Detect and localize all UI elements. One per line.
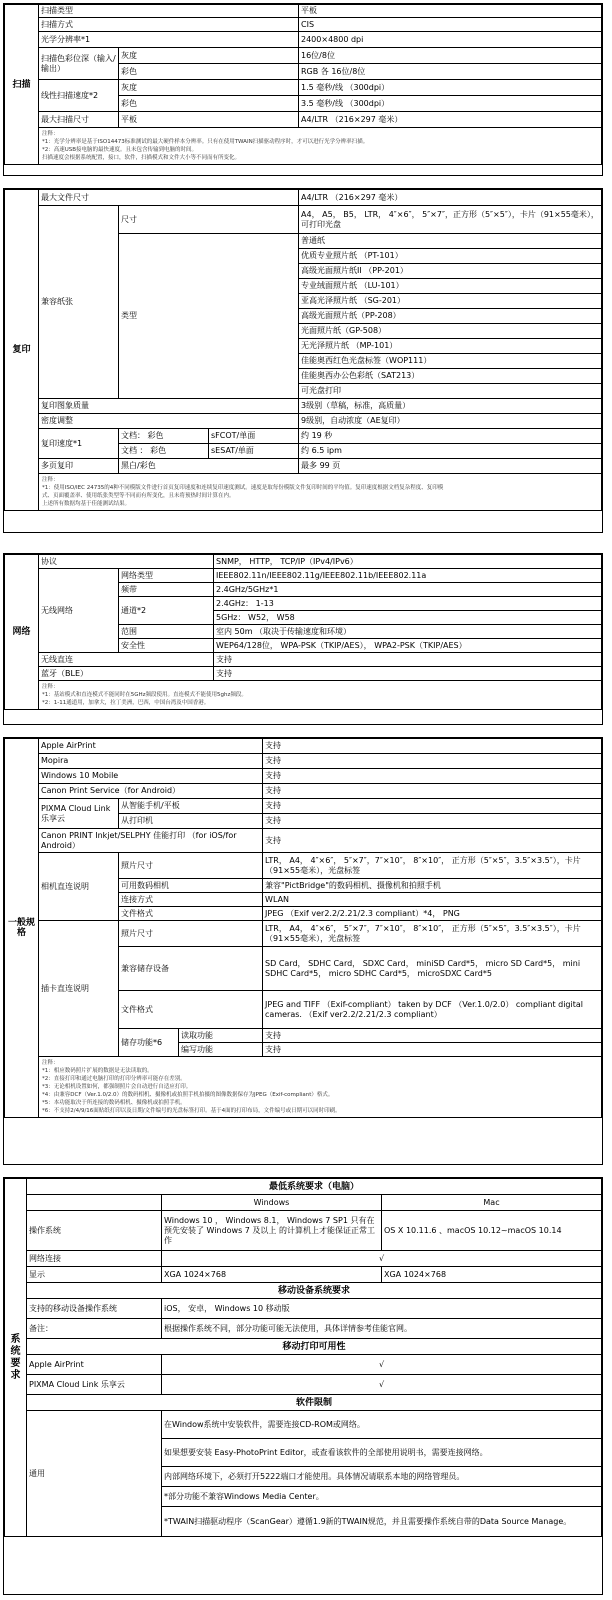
security-label: 安全性 xyxy=(119,639,214,653)
network-type-label: 网络类型 xyxy=(119,569,214,583)
note-line: 上述所有数据均基于佳能测试结果。 xyxy=(42,501,131,507)
scan-method-label: 扫描方式 xyxy=(39,18,299,32)
camera-connection-value: WLAN xyxy=(263,893,602,907)
line-speed-color-value: 3.5 毫秒/线 （300dpi） xyxy=(299,96,602,112)
camera-format-label: 文件格式 xyxy=(119,907,263,921)
copy-speed-value: 约 19 秒 xyxy=(299,429,602,444)
network-category: 网络 xyxy=(5,555,39,710)
note-line: *1：基站模式和直连模式不能同时在5GHz频段使用。直连模式不能使用5ghz频段。 xyxy=(42,692,247,698)
wireless-label: 无线网络 xyxy=(39,569,119,653)
display-label: 显示 xyxy=(27,1267,162,1283)
mobile-os-label: 支持的移动设备操作系统 xyxy=(27,1299,162,1319)
note-line: 式、页面覆盖率、使用纸张类型等不同而有所变化，且未将预热时间计算在内。 xyxy=(42,493,235,499)
network-type-value: IEEE802.11n/IEEE802.11g/IEEE802.11b/IEEE802.11a xyxy=(214,569,602,583)
paper-type-item: 佳能奥西办公色彩纸（SAT213） xyxy=(299,369,602,384)
scan-table xyxy=(4,4,602,165)
camera-connection-label: 连接方式 xyxy=(119,893,263,907)
os-mac-value: OS X 10.11.6 、macOS 10.12~macOS 10.14 xyxy=(382,1211,602,1251)
mac-header: Mac xyxy=(382,1195,602,1211)
note-line: *1：使用ISO/IEC 24735的4种不同模版文件进行首页复印速度和连续复印速度测试。速度是取每份模版文件复印时间的平均值。复印速度根据文档复杂程度、复印模 xyxy=(42,485,444,491)
note-line: *5：本功能取决于所连接的数码相机、摄像机或拍照手机。 xyxy=(42,1100,186,1106)
network-notes xyxy=(39,681,602,710)
card-format-value: JPEG and TIFF （Exif-compliant） taken by DCF （Ver.1.0/2.0） compliant digital cameras. （Exif ver2.2/2.21/2.3 compliant） xyxy=(263,991,602,1029)
win10-mobile-label: Windows 10 Mobile xyxy=(39,769,263,784)
paper-type-item: 光面照片纸（GP-508） xyxy=(299,324,602,339)
card-write-label: 编写功能 xyxy=(179,1043,263,1057)
canon-print-service-label: Canon Print Service（for Android） xyxy=(39,784,263,799)
paper-type-item: 专业绒面照片纸 （LU-101） xyxy=(299,279,602,294)
sysreq-category: 系统要求 xyxy=(5,1179,27,1537)
os-label: 操作系统 xyxy=(27,1211,162,1251)
mobile-pixma-check: √ xyxy=(162,1375,602,1395)
pixma-value: 支持 xyxy=(263,814,602,829)
card-read-label: 读取功能 xyxy=(179,1029,263,1043)
density-value: 9级别，自动浓度（AE复印） xyxy=(299,414,602,429)
airprint-label: Apple AirPrint xyxy=(39,739,263,754)
network-section xyxy=(3,553,603,725)
network-connection-check: √ xyxy=(162,1251,602,1267)
protocol-value: SNMP， HTTP， TCP/IP（IPv4/IPv6） xyxy=(214,555,602,569)
software-line: 内部网络环境下，必须打开5222端口才能使用。具体情况请联系本地的网络管理员。 xyxy=(162,1467,602,1487)
remark-label: 备注： xyxy=(27,1319,162,1339)
copy-speed-value: 约 6.5 ipm xyxy=(299,444,602,459)
security-value: WEP64/128位， WPA-PSK（TKIP/AES）， WPA2-PSK（TKIP/AES） xyxy=(214,639,602,653)
protocol-label: 协议 xyxy=(39,555,214,569)
paper-type-item: 可光盘打印 xyxy=(299,384,602,399)
windows-header: Windows xyxy=(162,1195,382,1211)
remark-value: 根据操作系统不同，部分功能可能无法使用，具体详情参考佳能官网。 xyxy=(162,1319,602,1339)
color-depth-color-label: 彩色 xyxy=(119,64,299,80)
mobile-airprint-label: Apple AirPrint xyxy=(27,1355,162,1375)
card-read-value: 支持 xyxy=(263,1029,602,1043)
mobile-requirements-title: 移动设备系统要求 xyxy=(27,1283,602,1299)
card-storage-label: 兼容储存设备 xyxy=(119,947,263,991)
card-store-label: 储存功能*6 xyxy=(119,1029,179,1057)
paper-type-item: 亚高光泽照片纸 （SG-201） xyxy=(299,294,602,309)
mopira-label: Mopira xyxy=(39,754,263,769)
card-format-label: 文件格式 xyxy=(119,991,263,1029)
paper-label: 兼容纸张 xyxy=(39,206,119,399)
paper-size-label: 尺寸 xyxy=(119,206,299,234)
line-speed-gray-value: 1.5 毫秒/线 （300dpi） xyxy=(299,80,602,96)
software-line: 如果想要安装 Easy-PhotoPrint Editor，或查看该软件的全部使用说明书，需要连接网络。 xyxy=(162,1439,602,1467)
note-line: 注释： xyxy=(42,131,59,137)
channel-24-value: 2.4GHz： 1-13 xyxy=(214,597,602,611)
camera-direct-label: 相机直连说明 xyxy=(39,853,119,921)
multi-copy-sub: 黑白/彩色 xyxy=(119,459,299,474)
optical-resolution-value: 2400×4800 dpi xyxy=(299,32,602,48)
max-doc-size-value: A4/LTR （216×297 毫米） xyxy=(299,190,602,206)
note-line: 注释： xyxy=(42,477,59,483)
note-line: 注释： xyxy=(42,684,59,690)
color-depth-gray-label: 灰度 xyxy=(119,48,299,64)
card-photo-size-label: 照片尺寸 xyxy=(119,921,263,947)
scan-type-label: 扫描类型 xyxy=(39,5,299,18)
paper-type-label: 类型 xyxy=(119,234,299,399)
paper-type-item: 佳能奥西红色光盘标签（WOP111） xyxy=(299,354,602,369)
range-value: 室内 50m （取决于传输速度和环境） xyxy=(214,625,602,639)
win10-mobile-value: 支持 xyxy=(263,769,602,784)
network-connection-label: 网络连接 xyxy=(27,1251,162,1267)
channel-label: 通道*2 xyxy=(119,597,214,625)
paper-type-item: 优质专业照片纸 （PT-101） xyxy=(299,249,602,264)
software-line: *部分功能不兼容Windows Media Center。 xyxy=(162,1487,602,1507)
general-notes xyxy=(39,1057,602,1118)
mobile-os-value: iOS， 安卓， Windows 10 移动版 xyxy=(162,1299,602,1319)
copy-speed-doc: 文档 ： 彩色 xyxy=(119,444,209,459)
general-table xyxy=(4,738,602,1118)
card-direct-label: 插卡直连说明 xyxy=(39,921,119,1057)
copy-quality-label: 复印图象质量 xyxy=(39,399,299,414)
optical-resolution-label: 光学分辨率*1 xyxy=(39,32,299,48)
pixma-value: 支持 xyxy=(263,799,602,814)
software-line: *TWAIN扫描驱动程序（ScanGear）遵循1.9新的TWAIN规范，并且需要操作系统自带的Data Source Manage。 xyxy=(162,1507,602,1537)
copy-section xyxy=(3,188,603,533)
note-line: *2：1-11通道用，加拿大，拉丁美洲，巴西，中国台湾及中国香港。 xyxy=(42,700,210,706)
note-line: *1：光学分辨率是基于ISO14473标准测试的最大硬件样本分辨率。只有在使用TWAIN扫描驱动程序时，才可以进行光学分辨率扫描。 xyxy=(42,139,369,145)
wireless-direct-label: 无线直连 xyxy=(39,653,214,667)
general-label: 通用 xyxy=(27,1411,162,1537)
pixma-cloud-label: PIXMA Cloud Link 乐享云 xyxy=(39,799,119,829)
note-line: *2：高速USB接电脑的最快速度。且未包含传输到电脑的时间。 xyxy=(42,147,198,153)
note-line: *3：无论相机设置如何，都强制照片会自动进行自适应打印。 xyxy=(42,1084,192,1090)
canon-inkjet-label: Canon PRINT Inkjet/SELPHY 佳能打印 （for iOS/for Android） xyxy=(39,829,263,853)
camera-devices-label: 可用数码相机 xyxy=(119,879,263,893)
sysreq-table xyxy=(4,1178,602,1537)
network-table xyxy=(4,554,602,710)
copy-notes xyxy=(39,474,602,511)
display-windows-value: XGA 1024×768 xyxy=(162,1267,382,1283)
pixma-sub: 从智能手机/平板 xyxy=(119,799,263,814)
copy-category: 复印 xyxy=(5,190,39,511)
scan-type-value: 平板 xyxy=(299,5,602,18)
scan-section xyxy=(3,3,603,176)
density-label: 密度调整 xyxy=(39,414,299,429)
max-doc-size-label: 最大文件尺寸 xyxy=(39,190,299,206)
multi-copy-value: 最多 99 页 xyxy=(299,459,602,474)
airprint-value: 支持 xyxy=(263,739,602,754)
camera-photo-size-value: LTR， A4， 4″×6″， 5″×7″，7″×10″， 8″×10″， 正方形（5″×5″，3.5″×3.5″），卡片（91×55毫米），光盘标签 xyxy=(263,853,602,879)
general-section xyxy=(3,737,603,1165)
scan-category: 扫描 xyxy=(5,5,39,165)
color-depth-gray-value: 16位/8位 xyxy=(299,48,602,64)
copy-speed-doc: 文档： 彩色 xyxy=(119,429,209,444)
pc-requirements-title: 最低系统要求（电脑） xyxy=(27,1179,602,1195)
paper-type-item: 高级光面照片纸II （PP-201） xyxy=(299,264,602,279)
mobile-airprint-check: √ xyxy=(162,1355,602,1375)
color-depth-label: 扫描色彩位深（输入/输出） xyxy=(39,48,119,80)
scan-notes xyxy=(39,128,602,165)
wireless-direct-value: 支持 xyxy=(214,653,602,667)
frequency-label: 频带 xyxy=(119,583,214,597)
frequency-value: 2.4GHz/5GHz*1 xyxy=(214,583,602,597)
copy-quality-value: 3级别（草稿，标准，高质量） xyxy=(299,399,602,414)
copy-speed-mode: sFCOT/单面 xyxy=(209,429,299,444)
max-scan-size-sub: 平板 xyxy=(119,112,299,128)
note-line: *1：相应数码照片扩展的数据是无法读取的。 xyxy=(42,1068,153,1074)
software-limits-title: 软件限制 xyxy=(27,1395,602,1411)
ble-value: 支持 xyxy=(214,667,602,681)
software-line: 在Window系统中安装软件，需要连接CD-ROM或网络。 xyxy=(162,1411,602,1439)
mopira-value: 支持 xyxy=(263,754,602,769)
ble-label: 蓝牙（BLE） xyxy=(39,667,214,681)
line-speed-label: 线性扫描速度*2 xyxy=(39,80,119,112)
note-line: 扫描速度会根据系统配置，接口，软件，扫描模式和文件大小等不同而有所变化。 xyxy=(42,155,241,161)
camera-devices-value: 兼容"PictBridge"的数码相机、摄像机和拍照手机 xyxy=(263,879,602,893)
max-scan-size-value: A4/LTR （216×297 毫米） xyxy=(299,112,602,128)
card-photo-size-value: LTR， A4， 4″×6″， 5″×7″，7″×10″， 8″×10″， 正方形（5″×5″，3.5″×3.5″），卡片（91×55毫米），光盘标签 xyxy=(263,921,602,947)
copy-table xyxy=(4,189,602,511)
line-speed-color-label: 彩色 xyxy=(119,96,299,112)
display-mac-value: XGA 1024×768 xyxy=(382,1267,602,1283)
canon-inkjet-value: 支持 xyxy=(263,829,602,853)
general-category: 一般规格 xyxy=(5,739,39,1118)
multi-copy-label: 多页复印 xyxy=(39,459,119,474)
sysreq-section xyxy=(3,1177,603,1595)
paper-size-value: A4， A5， B5， LTR， 4″×6″， 5″×7″，正方形（5″×5″），卡片（91×55毫米）， 可打印光盘 xyxy=(299,206,602,234)
range-label: 范围 xyxy=(119,625,214,639)
empty-cell xyxy=(27,1195,162,1211)
channel-5-value: 5GHz： W52， W58 xyxy=(214,611,602,625)
scan-method-value: CIS xyxy=(299,18,602,32)
note-line: *2：直接打印和通过电脑打印的打印分辨率可能存在差别。 xyxy=(42,1076,186,1082)
note-line: *6：不支持2/4/9/16面贴纸打印以及日期/文件编号的光盘标签打印。基于4面的打印布局，文件编号或日期可以同时印刷。 xyxy=(42,1108,341,1114)
line-speed-gray-label: 灰度 xyxy=(119,80,299,96)
mobile-pixma-label: PIXMA Cloud Link 乐享云 xyxy=(27,1375,162,1395)
paper-type-item: 高级光面照片纸（PP-208） xyxy=(299,309,602,324)
mobile-print-title: 移动打印可用性 xyxy=(27,1339,602,1355)
max-scan-size-label: 最大扫描尺寸 xyxy=(39,112,119,128)
copy-speed-label: 复印速度*1 xyxy=(39,429,119,459)
note-line: *4：由兼容DCF（Ver.1.0/2.0）的数码相机、摄像机或拍照手机拍摄的图像数据保存为JPEG（Exif-compliant）格式。 xyxy=(42,1092,334,1098)
paper-type-item: 普通纸 xyxy=(299,234,602,249)
copy-speed-mode: sESAT/单面 xyxy=(209,444,299,459)
card-storage-value: SD Card， SDHC Card， SDXC Card， miniSD Card*5， micro SD Card*5， mini SDHC Card*5， micro SDHC Card*5， microSDXC Card*5 xyxy=(263,947,602,991)
camera-format-value: JPEG （Exif ver2.2/2.21/2.3 compliant）*4， PNG xyxy=(263,907,602,921)
note-line: 注释： xyxy=(42,1060,59,1066)
color-depth-color-value: RGB 各 16位/8位 xyxy=(299,64,602,80)
os-windows-value: Windows 10 ， Windows 8.1， Windows 7 SP1 只有在预先安装了 Windows 7 及以上 的计算机上才能保证正常工作 xyxy=(162,1211,382,1251)
card-write-value: 支持 xyxy=(263,1043,602,1057)
paper-type-item: 无光泽照片纸 （MP-101） xyxy=(299,339,602,354)
canon-print-service-value: 支持 xyxy=(263,784,602,799)
pixma-sub: 从打印机 xyxy=(119,814,263,829)
camera-photo-size-label: 照片尺寸 xyxy=(119,853,263,879)
